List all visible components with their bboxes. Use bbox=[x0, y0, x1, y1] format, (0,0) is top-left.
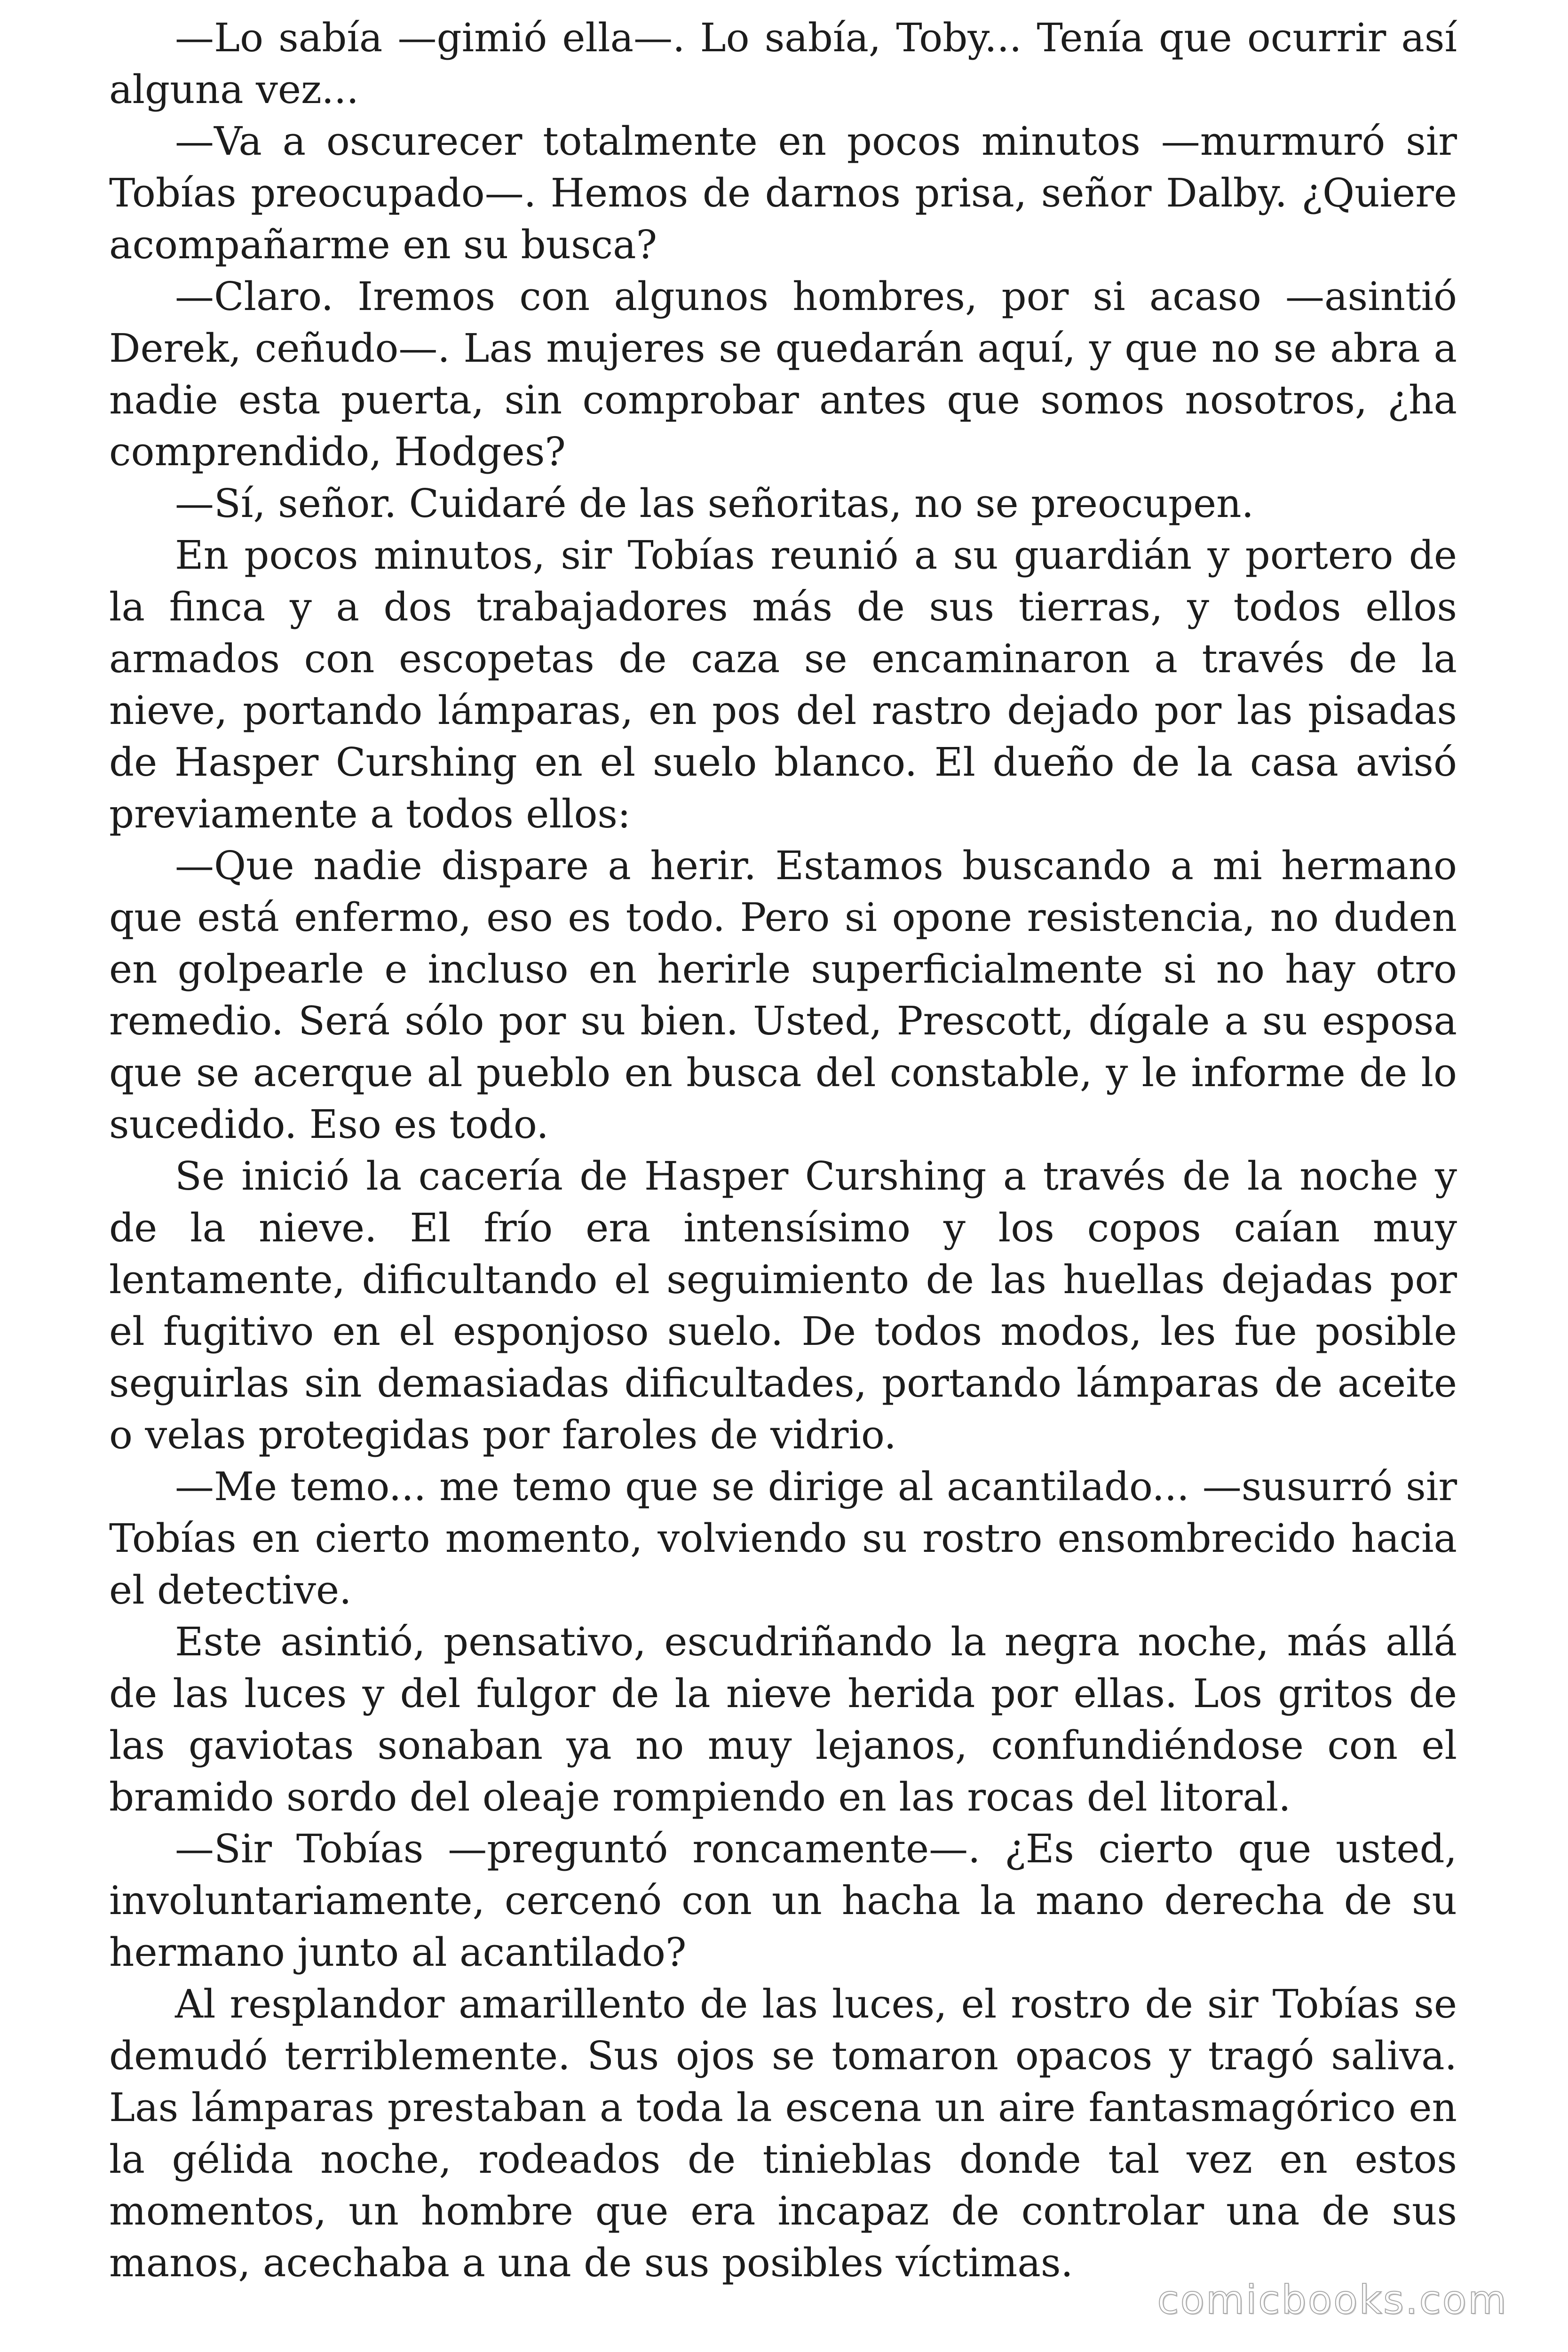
paragraph: Se inició la cacería de Hasper Curshing a través de la noche y de la nieve. El frío era intensísimo y los copos caían muy lentamente, dificultando el seguimiento de las huellas dejadas por el fugitivo en el esponjoso suelo. De todos modos, les fue posible seguirlas sin demasiadas dificultades, portando lámparas de aceite o velas protegidas por faroles de vidrio. bbox=[109, 1153, 1457, 1458]
paragraph: Al resplandor amarillento de las luces, el rostro de sir Tobías se demudó terriblemente. Sus ojos se tomaron opacos y tragó saliva. Las lámparas prestaban a toda la escena un aire fantasmagórico en la gélida noche, rodeados de tinieblas donde tal vez en estos momentos, un hombre que era incapaz de controlar una de sus manos, acechaba a una de sus posibles víctimas. bbox=[109, 1981, 1457, 2286]
paragraph: —Sir Tobías —preguntó roncamente—. ¿Es cierto que usted, involuntariamente, cercenó con un hacha la mano derecha de su hermano junto al acantilado? bbox=[109, 1826, 1457, 1975]
paragraph: Este asintió, pensativo, escudriñando la negra noche, más allá de las luces y del fulgor de la nieve herida por ellas. Los gritos de las gaviotas sonaban ya no muy lejanos, confundiéndose con el bramido sordo del oleaje rompiendo en las rocas del litoral. bbox=[109, 1619, 1457, 1820]
paragraph: —Me temo... me temo que se dirige al acantilado... —susurró sir Tobías en cierto momento, volviendo su rostro ensombrecido hacia el detective. bbox=[109, 1464, 1457, 1613]
paragraph: —Lo sabía —gimió ella—. Lo sabía, Toby... Tenía que ocurrir así alguna vez... bbox=[109, 15, 1457, 112]
paragraph: —Claro. Iremos con algunos hombres, por si acaso —asintió Derek, ceñudo—. Las mujeres se quedarán aquí, y que no se abra a nadie esta puerta, sin comprobar antes que somos nosotros, ¿ha comprendido, Hodges? bbox=[109, 274, 1457, 475]
paragraph: —Sí, señor. Cuidaré de las señoritas, no se preocupen. bbox=[175, 481, 1254, 526]
watermark-logo: comicbooks.com bbox=[1157, 2277, 1508, 2323]
book-page bbox=[109, 12, 1457, 2286]
paragraph: En pocos minutos, sir Tobías reunió a su guardián y portero de la finca y a dos trabajadores más de sus tierras, y todos ellos armados con escopetas de caza se encaminaron a través de la nieve, portando lámparas, en pos del rastro dejado por las pisadas de Hasper Curshing en el suelo blanco. El dueño de la casa avisó previamente a todos ellos: bbox=[109, 532, 1457, 837]
paragraph: —Va a oscurecer totalmente en pocos minutos —murmuró sir Tobías preocupado—. Hemos de darnos prisa, señor Dalby. ¿Quiere acompañarme en su busca? bbox=[109, 119, 1457, 268]
paragraph: —Que nadie dispare a herir. Estamos buscando a mi hermano que está enfermo, eso es todo. Pero si opone resistencia, no duden en golpearle e incluso en herirle superficialmente si no hay otro remedio. Será sólo por su bien. Usted, Prescott, dígale a su esposa que se acerque al pueblo en busca del constable, y le informe de lo sucedido. Eso es todo. bbox=[109, 843, 1457, 1147]
